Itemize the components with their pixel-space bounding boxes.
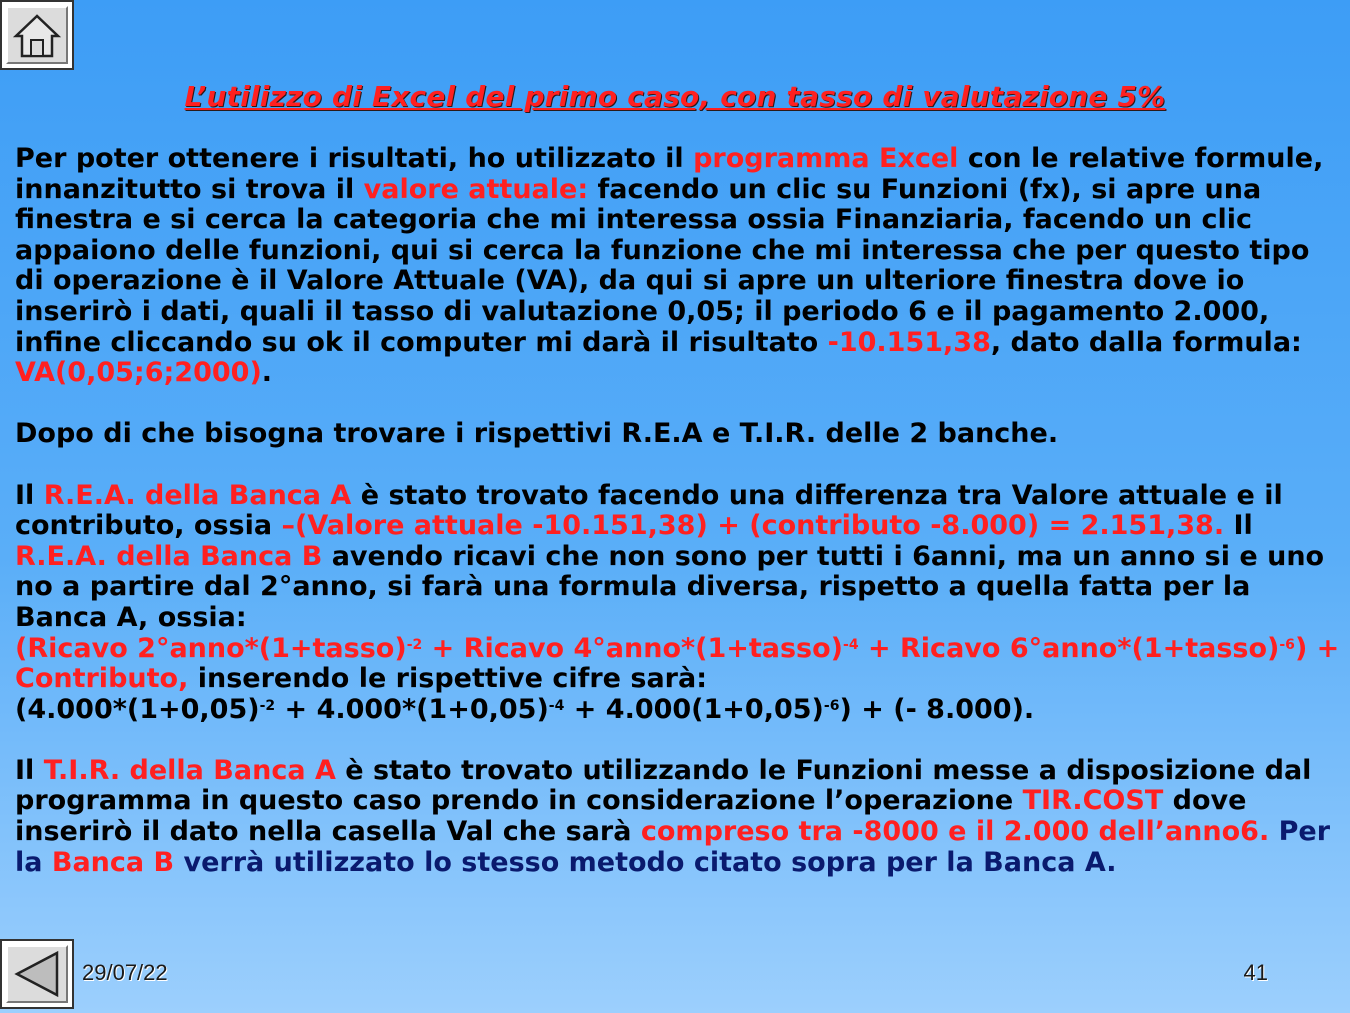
- paragraph-excel: Per poter ottenere i risultati, ho utilizzato il programma Excel con le relative formule, innanzitutto si trova il valore attuale: facendo un clic su Funzioni (fx), si apre una finestra e si cerca la categoria che mi interessa ossia Finanziaria, facendo un clic appaiono delle funzioni, qui si cerca la funzione che mi interessa che per questo tipo di operazione è il Valore Attuale (VA), da qui si apre un ulteriore finestra dove io inserirò i dati, quali il tasso di valutazione 0,05; il periodo 6 e il pagamento 2.000, infine cliccando su ok il computer mi darà il risultato -10.151,38, dato dalla formula: VA(0,05;6;2000).: [15, 143, 1324, 389]
- paragraph-tir: Il T.I.R. della Banca A è stato trovato utilizzando le Funzioni messe a disposizione dal programma in questo caso prendo in considerazione l’operazione TIR.COST dove inserirò il dato nella casella Val che sarà compreso tra -8000 e il 2.000 dell’anno6. Per la Banca B verrà utilizzato lo stesso metodo citato sopra per la Banca A.: [15, 754, 1331, 878]
- slide-date: 29/07/22: [82, 960, 168, 985]
- slide-number: 41: [1243, 960, 1268, 985]
- home-icon: [12, 10, 62, 60]
- paragraph-rea: Il R.E.A. della Banca A è stato trovato facendo una differenza tra Valore attuale e il contributo, ossia –(Valore attuale -10.151,38) + (contributo -8.000) = 2.151,38. Il R.E.A. della Banca B avendo ricavi che non sono per tutti i 6anni, ma un anno si e uno no a partire dal 2°anno, si farà una formula diversa, rispetto a quella fatta per la Banca A, ossia: (Ricavo 2°anno*(1+tasso)$^{-2}$ + Ricavo 4°anno*(1+tasso)$^{-4}$ + Ricavo 6°anno*(1+tasso)$^{-6}$) + Contributo, inserendo le rispettive cifre sarà: $(4.000*(1+0,05)^{-2} + 4.000*(1+0,05)^{-4} + 4.000(1+0,05)^{-6})$ + (- 8.000).: [15, 479, 1340, 725]
- back-button[interactable]: [0, 939, 74, 1009]
- paragraph-rea-tir-intro: Dopo di che bisogna trovare i rispettivi R.E.A e T.I.R. delle 2 banche.: [15, 418, 1059, 450]
- slide-body: [15, 144, 1345, 878]
- back-arrow-icon: [11, 949, 63, 999]
- slide-title: L’utilizzo di Excel del primo caso, con tasso di valutazione 5%: [184, 80, 1166, 113]
- home-button[interactable]: [0, 0, 74, 70]
